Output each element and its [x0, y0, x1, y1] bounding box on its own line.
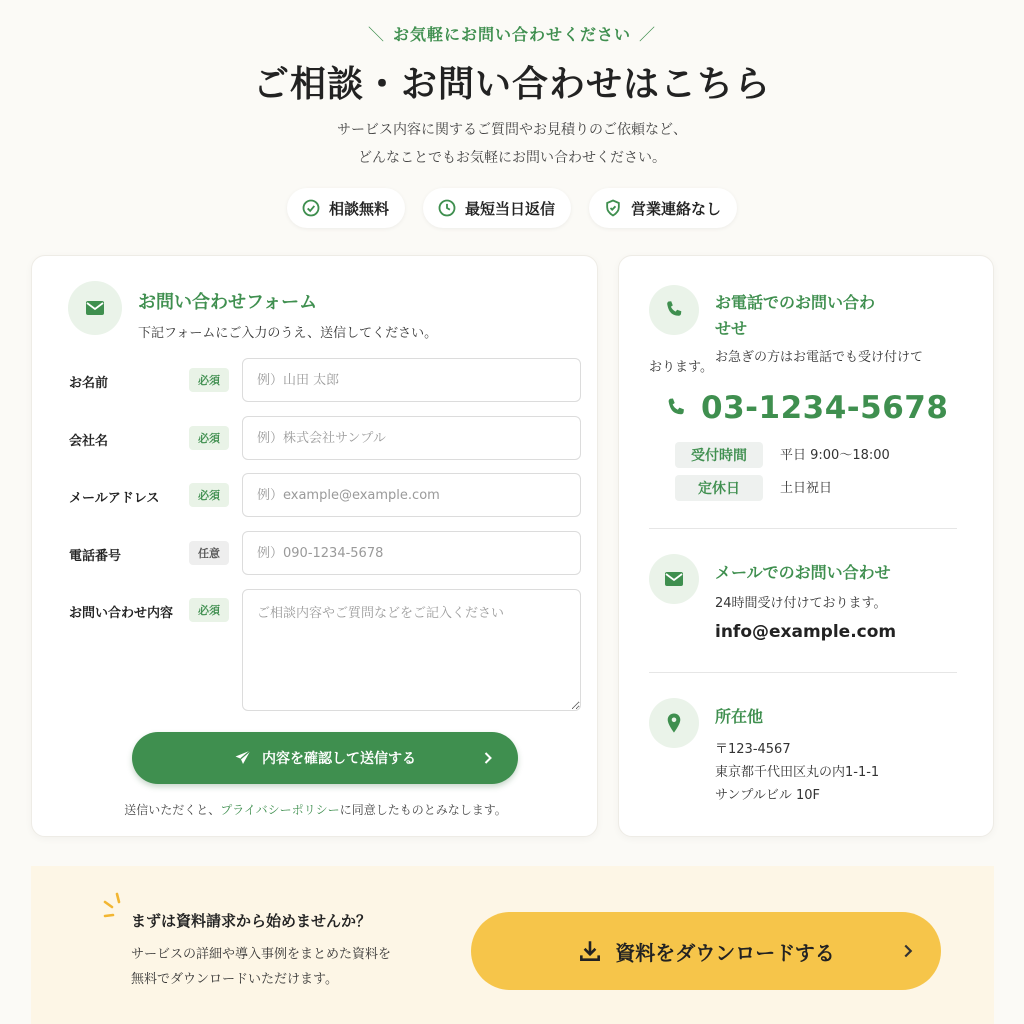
- address-zip: 〒123-4567: [715, 742, 791, 757]
- contact-form-card: [31, 255, 598, 837]
- hours-value: 平日 9:00〜18:00: [780, 448, 890, 463]
- inquiry-textarea[interactable]: [242, 589, 581, 711]
- badge-label: 営業連絡なし: [631, 199, 722, 218]
- banner-text: [131, 942, 391, 992]
- badge-same-day-reply: [423, 188, 571, 228]
- note-prefix: 送信いただくと、: [124, 803, 221, 817]
- shield-check-icon: [603, 198, 623, 218]
- download-button[interactable]: [471, 912, 941, 990]
- optional-badge: 任意: [189, 541, 229, 565]
- contact-info-card: [618, 255, 994, 837]
- lead-text: [0, 116, 1024, 172]
- phone-label: 電話番号: [69, 549, 122, 564]
- banner-text-line-2: 無料でダウンロードいただけます。: [131, 972, 338, 987]
- badge-free-consultation: [287, 188, 405, 228]
- phone-title: [715, 290, 875, 342]
- email-label: メールアドレス: [69, 491, 160, 506]
- name-input[interactable]: [242, 358, 581, 402]
- form-title: お問い合わせフォーム: [138, 292, 318, 313]
- paper-plane-icon: [234, 749, 252, 767]
- tagline: [0, 22, 1024, 45]
- badge-label: 最短当日返信: [464, 199, 555, 218]
- page-title: ご相談・お問い合わせはこちら: [252, 64, 771, 105]
- form-mail-icon-badge: [68, 281, 122, 335]
- required-badge: 必須: [189, 426, 229, 450]
- slash-left-icon: ＼: [367, 25, 385, 44]
- name-label: お名前: [69, 376, 109, 391]
- phone-icon: [663, 395, 689, 421]
- address-line-2: サンプルビル 10F: [715, 788, 820, 803]
- required-badge: 必須: [189, 368, 229, 392]
- lead-line-1: サービス内容に関するご質問やお見積りのご依頼など、: [337, 122, 687, 138]
- download-icon: [577, 938, 603, 964]
- submit-button[interactable]: [132, 732, 518, 784]
- hours-label: 受付時間: [675, 442, 763, 468]
- mail-title: メールでのお問い合わせ: [715, 563, 891, 582]
- feature-badges: [0, 188, 1024, 228]
- mail-icon: [83, 296, 107, 320]
- privacy-policy-link[interactable]: プライバシーポリシー: [220, 803, 340, 817]
- company-label: 会社名: [69, 434, 109, 449]
- phone-title-line-1: お電話でのお問い合わ: [715, 293, 876, 312]
- address-title: 所在他: [715, 707, 764, 726]
- phone-number-text: 03-1234-5678: [701, 390, 949, 426]
- sparkle-icon: [101, 890, 127, 924]
- banner-heading: まずは資料請求から始めませんか？: [131, 912, 372, 930]
- phone-title-line-2: せせ: [715, 319, 748, 338]
- badge-label: 相談無料: [328, 199, 389, 218]
- lead-line-2: どんなことでもお気軽にお問い合わせください。: [358, 150, 666, 166]
- closed-value: 土日祝日: [780, 481, 833, 496]
- email-input[interactable]: [242, 473, 581, 517]
- address-block: [715, 738, 879, 807]
- note-suffix: に同意したものとみなします。: [339, 803, 507, 817]
- submit-label: 内容を確認して送信する: [262, 751, 416, 767]
- badge-no-sales-contact: [589, 188, 737, 228]
- clock-icon: [437, 198, 457, 218]
- mail-desc: 24時間受け付けております。: [715, 596, 887, 611]
- privacy-note: [32, 801, 599, 818]
- company-input[interactable]: [242, 416, 581, 460]
- download-label: 資料をダウンロードする: [615, 940, 835, 965]
- divider: [649, 672, 957, 673]
- divider: [649, 528, 957, 529]
- phone-desc-tail: おります。: [649, 360, 713, 375]
- required-badge: 必須: [189, 483, 229, 507]
- chevron-right-icon: [897, 940, 919, 962]
- phone-desc: お急ぎの方はお電話でも受け付けて: [715, 350, 924, 365]
- check-circle-icon: [301, 198, 321, 218]
- closed-label: 定休日: [675, 475, 763, 501]
- download-banner: [31, 866, 994, 1024]
- tagline-text: お気軽にお問い合わせください: [392, 25, 631, 44]
- required-badge: 必須: [189, 598, 229, 622]
- location-icon-badge: [649, 698, 699, 748]
- mail-icon-badge: [649, 554, 699, 604]
- form-subtitle: 下記フォームにご入力のうえ、送信してください。: [138, 326, 438, 341]
- phone-icon: [662, 298, 686, 322]
- phone-input[interactable]: [242, 531, 581, 575]
- phone-number[interactable]: [663, 390, 948, 426]
- phone-icon-badge: [649, 285, 699, 335]
- mail-icon: [662, 567, 686, 591]
- email-address[interactable]: info@example.com: [715, 622, 897, 642]
- address-line-1: 東京都千代田区丸の内1-1-1: [715, 765, 880, 780]
- chevron-right-icon: [478, 748, 498, 768]
- banner-text-line-1: サービスの詳細や導入事例をまとめた資料を: [131, 947, 392, 962]
- inquiry-label: お問い合わせ内容: [69, 606, 174, 621]
- slash-right-icon: ／: [639, 25, 657, 44]
- map-pin-icon: [662, 711, 686, 735]
